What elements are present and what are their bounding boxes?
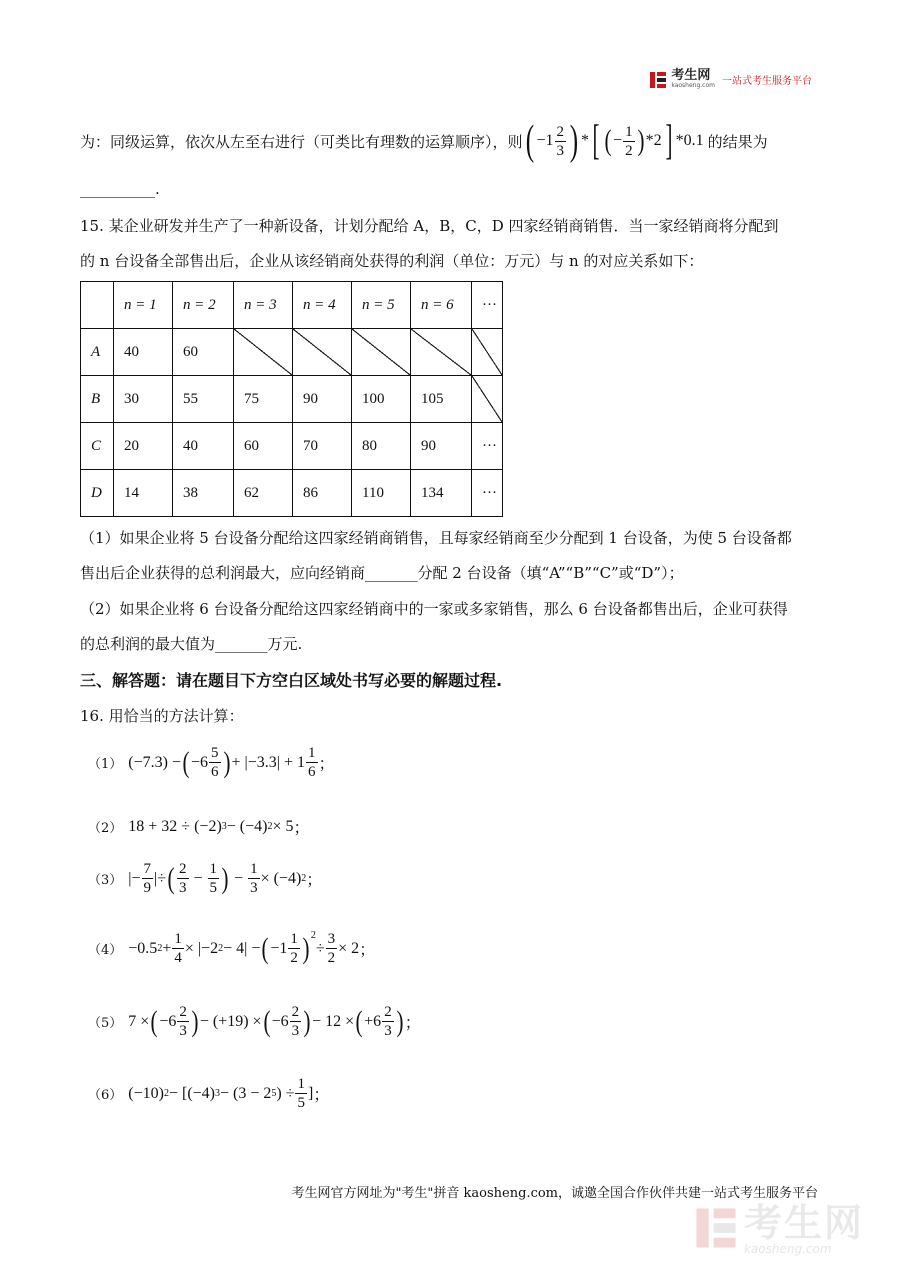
section-heading: 三、解答题：请在题目下方空白区域处书写必要的解题过程.: [80, 671, 503, 690]
table-header: n = 5: [352, 282, 411, 329]
table-cell: 38: [173, 470, 234, 517]
q15-line1: 15. 某企业研发并生产了一种新设备，计划分配给 A，B，C，D 四家经销商销售．当一家经销商将分配到: [80, 217, 779, 235]
q16-title: 16. 用恰当的方法计算：: [80, 707, 244, 725]
table-header: ···: [472, 282, 503, 329]
table-cell-empty: [472, 329, 503, 376]
watermark-text: 考生网: [743, 1201, 864, 1245]
q15-sub1-line2: 售出后企业获得的总利润最大，应向经销商_______分配 2 台设备（填“A”“B”“C”或“D”）；: [80, 564, 684, 582]
q16-part3: （3） |− $\frac{7}{9}$ | ÷ ( $\frac{2}{3}$ − $\frac{1}{5}$ ) − $\frac{1}{3}$ × (−4) 2 ；: [88, 861, 323, 896]
table-header: n = 1: [114, 282, 173, 329]
table-cell: 90: [293, 376, 352, 423]
table-header: n = 2: [173, 282, 234, 329]
q15-sub1-line1: （1）如果企业将 5 台设备分配给这四家经销商销售，且每家经销商至少分配到 1 台设备，为使 5 台设备都: [80, 529, 792, 547]
table-cell-empty: [472, 376, 503, 423]
table-cell: 100: [352, 376, 411, 423]
q16-part1: （1） (−7.3) − ( −6 $\frac{5}{6}$ ) + |−3.3| + 1 $\frac{1}{6}$ ；: [88, 745, 335, 780]
table-header: n = 3: [234, 282, 293, 329]
profit-table: [80, 281, 503, 517]
table-cell: 60: [234, 423, 293, 470]
watermark-logo-icon: [694, 1206, 738, 1254]
table-cell-empty: [293, 329, 352, 376]
table-cell-empty: [352, 329, 411, 376]
table-corner: [81, 282, 114, 329]
table-cell: 40: [114, 329, 173, 376]
table-cell: 105: [411, 376, 472, 423]
q16-part6: （6） (−10) 2 − [(−4) 3 − (3 − 2 5 ) ÷ $\frac{1}{5}$ ] ；: [88, 1076, 330, 1111]
table-cell: 20: [114, 423, 173, 470]
watermark-domain: kaosheng.com: [743, 1242, 832, 1256]
header-logo: [649, 70, 812, 89]
row-label: B: [81, 376, 114, 423]
table-cell: 55: [173, 376, 234, 423]
q15-sub2-line1: （2）如果企业将 6 台设备分配给这四家经销商中的一家或多家销售，那么 6 台设备都售出后，企业可获得: [80, 600, 788, 618]
table-cell-empty: [234, 329, 293, 376]
q16-part4: （4） −0.5 2 + $\frac{1}{4}$ × |−2 2 − 4| − ( −1 $\frac{1}{2}$ ) 2 ÷ $\frac{3}{2}$ × 2 ；: [88, 930, 376, 966]
table-cell: 75: [234, 376, 293, 423]
brand-name: 考生网 kaosheng.com: [671, 68, 715, 89]
table-row: [81, 329, 503, 376]
footer-text: 考生网官方网址为"考生"拼音 kaosheng.com，诚邀全国合作伙伴共建一站式考生服务平台: [291, 1186, 818, 1201]
table-header: n = 6: [411, 282, 472, 329]
q16-part5: （5） 7 × ( −6 $\frac{2}{3}$ ) − (+19) × ( −6 $\frac{2}{3}$ ) − 12 × ( +6 $\frac{2}{3}$ ) ；: [88, 1004, 421, 1039]
table-cell: 62: [234, 470, 293, 517]
table-cell: 86: [293, 470, 352, 517]
table-cell: 30: [114, 376, 173, 423]
table-header-row: [81, 282, 503, 329]
table-cell: ···: [472, 470, 503, 517]
table-row: [81, 423, 503, 470]
row-label: D: [81, 470, 114, 517]
table-cell: 70: [293, 423, 352, 470]
q14-blank: __________.: [80, 180, 160, 198]
q16-part2: （2） 18 + 32 ÷ (−2) 3 − (−4) 2 × 5 ；: [88, 817, 310, 837]
q14-text: 为：同级运算，依次从左至右进行（可类比有理数的运算顺序），则: [80, 132, 523, 151]
table-cell: 90: [411, 423, 472, 470]
q14-line: [80, 120, 768, 162]
table-cell: ···: [472, 423, 503, 470]
table-header: n = 4: [293, 282, 352, 329]
table-row: [81, 470, 503, 517]
brand-slogan: 一站式考生服务平台: [722, 76, 812, 87]
row-label: C: [81, 423, 114, 470]
table-cell: 80: [352, 423, 411, 470]
q14-expression: ( −1 $\frac{2}{3}$ ) * [ ( − $\frac{1}{2}$ ) *2 ] *0.1: [525, 118, 704, 164]
table-cell-empty: [411, 329, 472, 376]
table-cell: 40: [173, 423, 234, 470]
table-row: [81, 376, 503, 423]
table-cell: 14: [114, 470, 173, 517]
watermark: [694, 1201, 864, 1256]
q15-line2: 的 n 台设备全部售出后，企业从该经销商处获得的利润（单位：万元）与 n 的对应关系如下：: [80, 252, 704, 270]
table-cell: 60: [173, 329, 234, 376]
q14-text-after: 的结果为: [707, 132, 768, 151]
q15-sub2-line2: 的总利润的最大值为_______万元.: [80, 635, 303, 653]
kaosheng-logo-icon: [649, 71, 667, 89]
table-cell: 110: [352, 470, 411, 517]
row-label: A: [81, 329, 114, 376]
table-cell: 134: [411, 470, 472, 517]
